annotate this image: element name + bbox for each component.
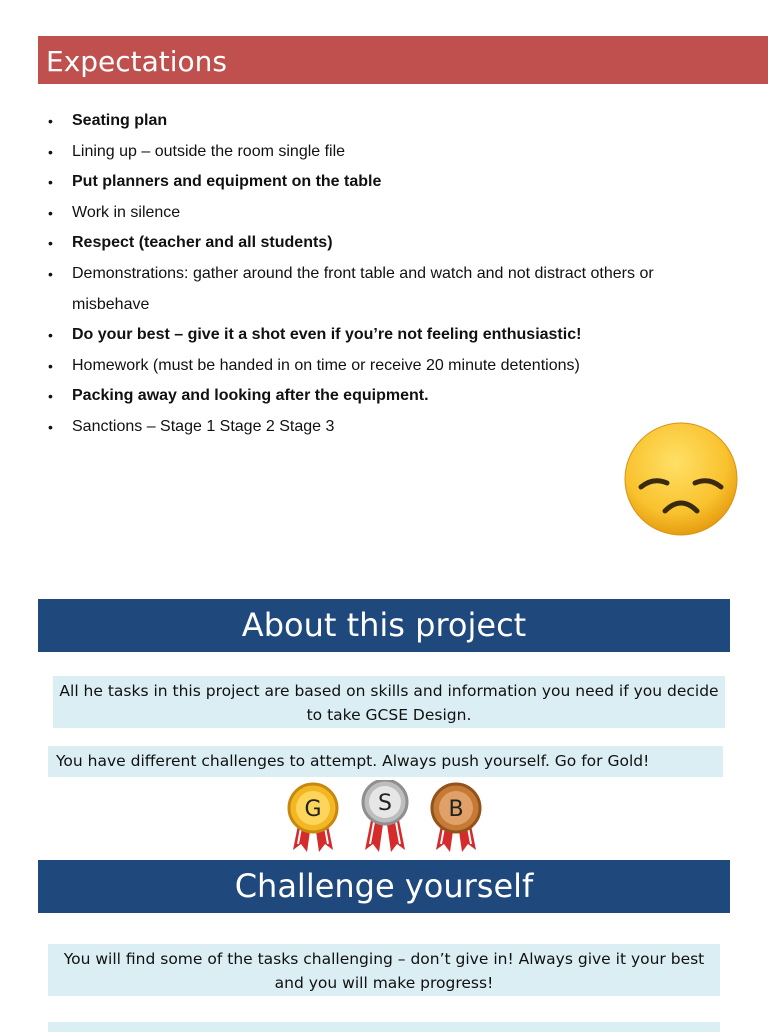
list-item: • Demonstrations: gather around the front table and watch and not distract others or misbehave bbox=[46, 259, 726, 320]
bullet-icon: • bbox=[48, 174, 53, 191]
list-item: • Sanctions – Stage 1 Stage 2 Stage 3 bbox=[46, 412, 726, 443]
bullet-icon: • bbox=[48, 235, 53, 252]
bullet-icon: • bbox=[48, 143, 53, 160]
challenge-text: You will find some of the tasks challenging – don’t give in! Always give it your best and you will make progress! bbox=[48, 944, 720, 996]
medal-letter: B bbox=[448, 797, 464, 822]
list-item: • Respect (teacher and all students) bbox=[46, 228, 726, 259]
list-item: • Homework (must be handed in on time or receive 20 minute detentions) bbox=[46, 351, 726, 382]
project-intro-text: All he tasks in this project are based on skills and information you need if you decide to take GCSE Design. bbox=[53, 676, 725, 728]
disappointed-face-icon bbox=[623, 421, 739, 537]
bullet-icon: • bbox=[48, 327, 53, 344]
medal-letter: S bbox=[378, 791, 392, 816]
bullet-icon: • bbox=[48, 418, 53, 435]
list-item: • Put planners and equipment on the table bbox=[46, 167, 726, 198]
expectations-list bbox=[46, 106, 726, 443]
list-item: • Lining up – outside the room single file bbox=[46, 137, 726, 168]
about-banner: About this project bbox=[38, 599, 730, 652]
gold-medal-icon bbox=[285, 780, 341, 852]
list-item: • Do your best – give it a shot even if you’re not feeling enthusiastic! bbox=[46, 320, 726, 351]
bronze-medal-icon bbox=[428, 780, 484, 852]
bullet-icon: • bbox=[48, 357, 53, 374]
list-item: • Seating plan bbox=[46, 106, 726, 137]
bullet-icon: • bbox=[48, 113, 53, 129]
challenge-banner: Challenge yourself bbox=[38, 860, 730, 913]
medal-letter: G bbox=[304, 797, 322, 822]
challenges-text: You have different challenges to attempt. Always push yourself. Go for Gold! bbox=[48, 746, 723, 777]
list-item: • Packing away and looking after the equipment. bbox=[46, 381, 726, 412]
bullet-icon: • bbox=[48, 265, 53, 282]
bullet-icon: • bbox=[48, 388, 53, 405]
expectations-banner bbox=[38, 36, 768, 84]
list-item: • Work in silence bbox=[46, 198, 726, 229]
expectations-title: Expectations bbox=[46, 45, 228, 78]
bullet-icon: • bbox=[48, 204, 53, 221]
silver-medal-icon bbox=[357, 780, 413, 852]
